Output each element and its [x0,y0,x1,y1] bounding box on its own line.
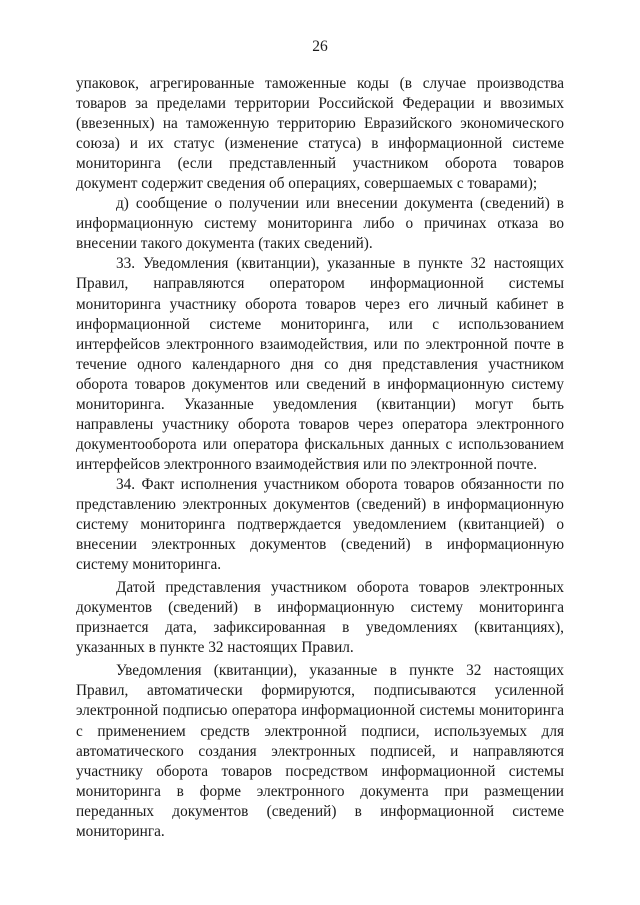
paragraph-notifications-signing: Уведомления (квитанции), указанные в пункте 32 настоящих Правил, автоматически формируются, подписываются усиленной электронной подписью оператора информационной системы мониторинга с применением средств электронной подписи, используемых для автоматического создания электронных подписей, и направляются участнику оборота товаров посредством информационной системы мониторинга в форме электронного документа при размещении переданных документов (сведений) в информационной системе мониторинга. [76,662,564,840]
paragraph-continuation: упаковок, агрегированные таможенные коды (в случае производства товаров за пределами территории Российской Федерации и ввозимых (ввезенных) на таможенную территорию Евразийского экономического союза) и их статус (изменение статуса) в информационной системе мониторинга (если представленный участником оборота товаров документ содержит сведения об операциях, совершаемых с товарами); [76,75,564,193]
paragraph-submission-date: Датой представления участником оборота товаров электронных документов (сведений) в информационную систему мониторинга признается дата, зафиксированная в уведомлениях (квитанциях), указанных в пункте 32 настоящих Правил. [76,579,564,657]
paragraph-item-d: д) сообщение о получении или внесении документа (сведений) в информационную систему мониторинга либо о причинах отказа во внесении такого документа (таких сведений). [76,195,564,253]
page-number: 26 [312,38,328,55]
paragraph-33: 33. Уведомления (квитанции), указанные в пункте 32 настоящих Правил, направляются оператором информационной системы мониторинга участнику оборота товаров через его личный кабинет в информационной системе мониторинга, или с использованием интерфейсов электронного взаимодействия, или по электронной почте в течение одного календарного дня со дня представления участником оборота товаров документов или сведений в информационную систему мониторинга. Указанные уведомления (квитанции) могут быть направлены участнику оборота товаров через оператора электронного документооборота или оператора фискальных данных с использованием интерфейсов электронного взаимодействия или по электронной почте. [76,255,564,473]
document-body [76,74,564,842]
paragraph-34: 34. Факт исполнения участником оборота товаров обязанности по представлению электронных документов (сведений) в информационную систему мониторинга подтверждается уведомлением (квитанцией) о внесении электронных документов (сведений) в информационную систему мониторинга. [76,475,564,574]
